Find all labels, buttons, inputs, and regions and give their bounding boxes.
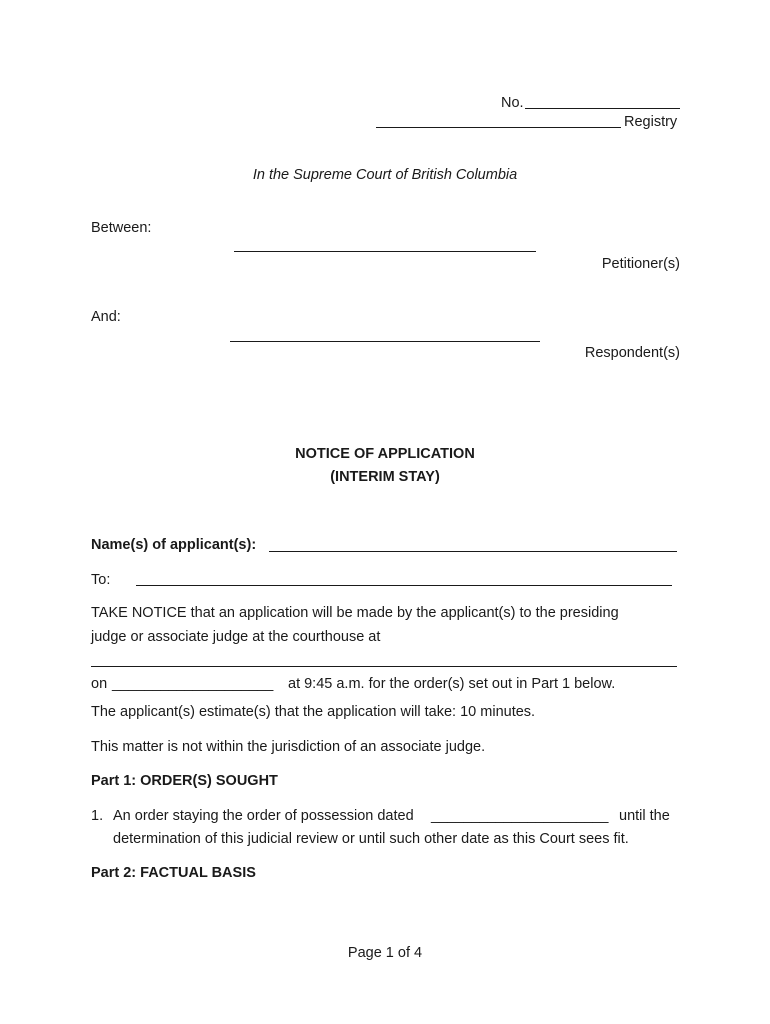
jurisdiction-text: This matter is not within the jurisdiction of an associate judge. <box>91 739 486 755</box>
on-label: on <box>91 676 108 692</box>
between-label: Between: <box>91 220 152 236</box>
hearing-date-field[interactable]: ____________________ <box>112 676 274 692</box>
registry-label: Registry <box>624 114 678 130</box>
and-label: And: <box>91 309 121 325</box>
possession-date-field[interactable]: ______________________ <box>431 808 609 824</box>
document-title: NOTICE OF APPLICATION <box>295 446 475 462</box>
file-number-label: No. <box>501 95 524 111</box>
hearing-time-text: at 9:45 a.m. for the order(s) set out in Part 1 below. <box>288 676 616 692</box>
notice-text-line1: TAKE NOTICE that an application will be made by the applicant(s) to the presiding <box>91 605 619 621</box>
court-name: In the Supreme Court of British Columbia <box>252 167 518 183</box>
to-field[interactable] <box>136 585 672 586</box>
applicant-name-field[interactable] <box>269 551 677 552</box>
courthouse-field[interactable] <box>91 666 677 667</box>
file-number-field[interactable] <box>525 108 680 109</box>
order-item-text-end: until the <box>619 808 670 824</box>
petitioner-name-field[interactable] <box>234 251 536 252</box>
estimate-text: The applicant(s) estimate(s) that the application will take: 10 minutes. <box>91 704 536 720</box>
order-item-number: 1. <box>91 808 104 824</box>
order-item-text: An order staying the order of possession dated <box>113 808 414 824</box>
order-item-text-line2: determination of this judicial review or until such other date as this Court sees fit. <box>113 831 629 847</box>
respondent-label: Respondent(s) <box>584 345 680 361</box>
part2-heading: Part 2: FACTUAL BASIS <box>91 865 256 881</box>
page-number: Page 1 of 4 <box>347 945 423 961</box>
registry-field[interactable] <box>376 127 621 128</box>
notice-text-line2: judge or associate judge at the courthouse at <box>91 629 381 645</box>
document-subtitle: (INTERIM STAY) <box>330 469 440 485</box>
to-label: To: <box>91 572 111 588</box>
petitioner-label: Petitioner(s) <box>601 256 680 272</box>
respondent-name-field[interactable] <box>230 341 540 342</box>
part1-heading: Part 1: ORDER(S) SOUGHT <box>91 773 278 789</box>
applicant-label: Name(s) of applicant(s): <box>91 537 257 553</box>
